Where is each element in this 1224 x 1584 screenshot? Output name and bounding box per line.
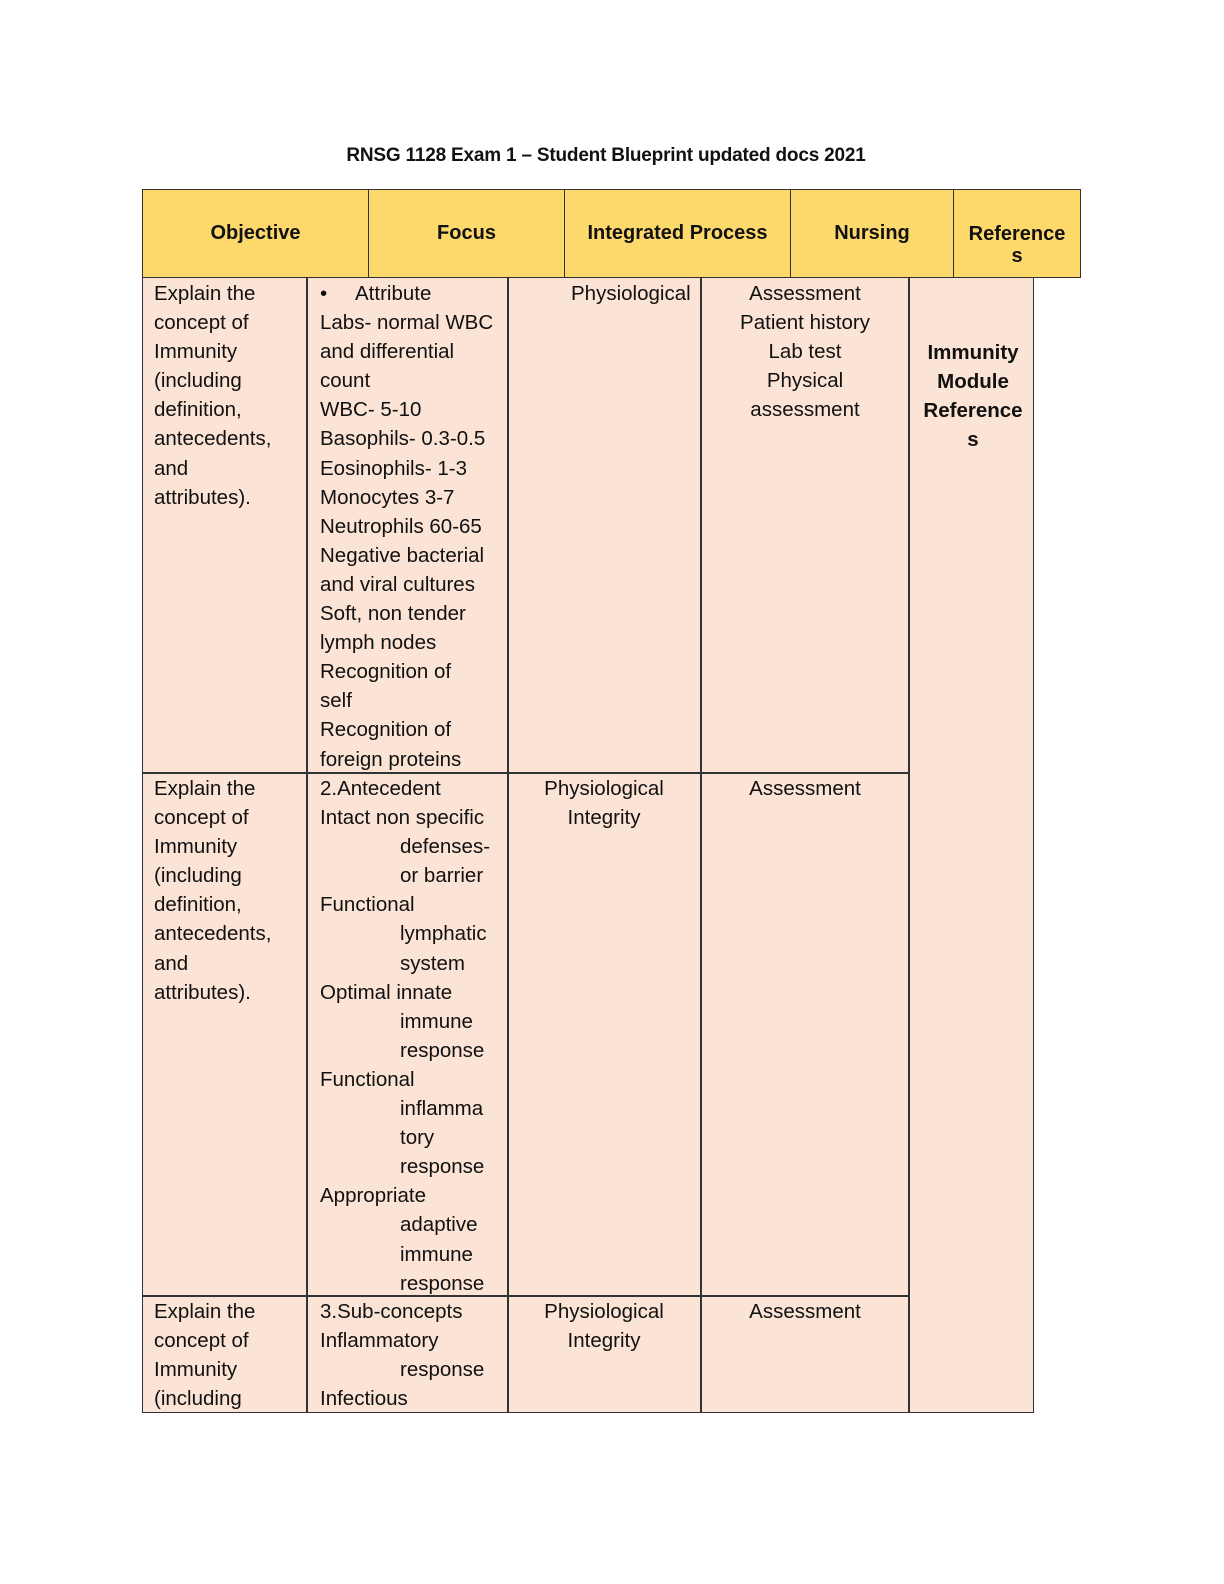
header-references: Reference s [968,223,1066,267]
table-header-row [142,189,1081,278]
row2-process: Physiological Integrity [544,777,664,830]
row1-process: Physiological [571,282,691,305]
header-focus: Focus [369,190,565,277]
header-integrated-process: Integrated Process [565,190,791,277]
row2-nursing: Assessment [749,777,861,800]
references-cell: Immunity Module Reference s [923,341,1023,451]
table-body [142,278,1034,1413]
row1-objective: Explain the concept of Immunity (including definition, antecedents, and attributes). [154,282,272,509]
row3-process: Physiological Integrity [544,1300,664,1353]
row2-focus: 2.Antecedent Intact non specific defenses- or barrier Functional lymphatic system Optimal innate immune response Functional inflamma tory response Appropriate adaptive immune response [320,777,491,1295]
column-divider [507,278,509,1413]
row3-focus: 3.Sub-concepts Inflammatory response Infectious [320,1300,485,1411]
row1-focus: • Attribute Labs- normal WBC and differential count WBC- 5-10 Basophils- 0.3-0.5 Eosinophils- 1-3 Monocytes 3-7 Neutrophils 60-65 Negative bacterial and viral cultures Soft, non tender lymph nodes Recognition of self Recognition of foreign proteins [320,279,493,774]
header-nursing: Nursing [791,190,954,277]
bullet-icon: • [320,282,328,305]
header-objective: Objective [143,190,369,277]
row2-objective: Explain the concept of Immunity (including definition, antecedents, and attributes). [154,777,272,1004]
row3-nursing: Assessment [749,1300,861,1323]
column-divider [908,278,910,1413]
column-divider [306,278,308,1413]
row3-objective: Explain the concept of Immunity (including [154,1300,256,1411]
document-title: RNSG 1128 Exam 1 – Student Blueprint updated docs 2021 [346,145,866,166]
row1-nursing: Assessment Patient history Lab test Physical assessment [740,282,870,422]
column-divider [700,278,702,1413]
